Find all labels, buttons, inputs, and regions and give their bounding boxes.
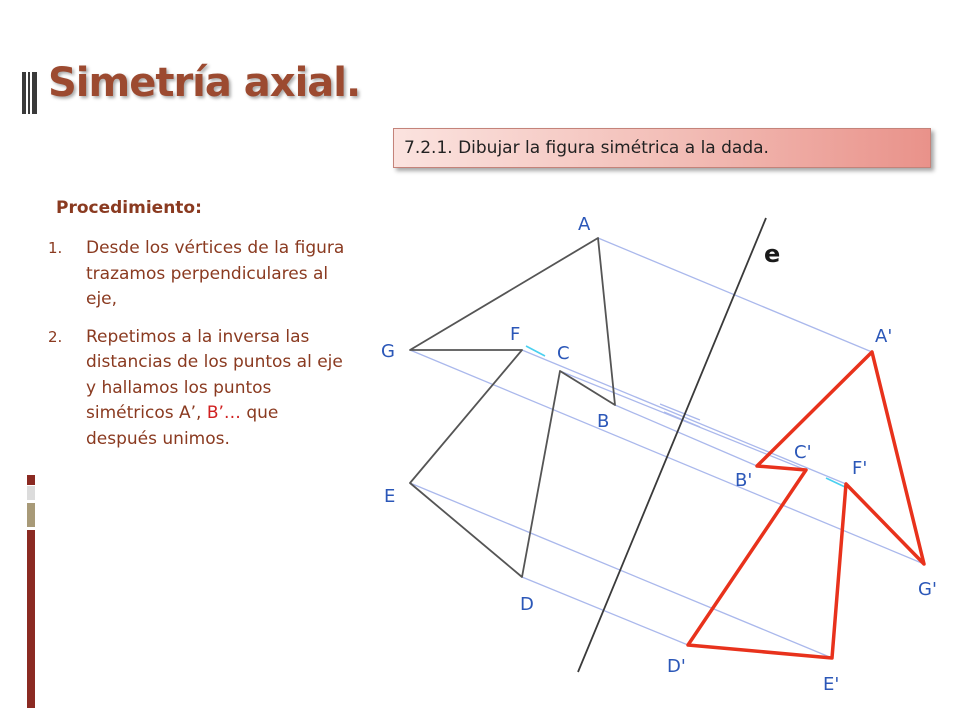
label-c: C <box>557 343 570 364</box>
label-d: D <box>520 594 534 615</box>
label-g-prime: G' <box>918 579 937 600</box>
step-text-highlight: B’… <box>206 403 241 423</box>
label-a-prime: A' <box>875 326 893 347</box>
axis-label: e <box>764 240 781 268</box>
step-text-part: Repetimos a la inversa las distancias de los puntos al eje y hallamos los puntos simétricos A’, <box>86 326 343 423</box>
step-number: 1. <box>48 239 63 257</box>
label-f: F <box>510 324 521 345</box>
label-d-prime: D' <box>667 656 686 677</box>
label-b-prime: B' <box>735 470 753 491</box>
task-box: 7.2.1. Dibujar la figura simétrica a la dada. <box>393 128 931 168</box>
label-f-prime: F' <box>852 458 868 479</box>
label-e-prime: E' <box>823 674 840 695</box>
label-e: E <box>384 486 396 507</box>
label-b: B <box>597 411 610 432</box>
step-number: 2. <box>48 327 63 346</box>
label-a: A <box>578 214 591 235</box>
step-text-part: que después unimos. <box>86 403 279 449</box>
label-c-prime: C' <box>794 442 812 463</box>
symmetric-figure <box>688 352 924 658</box>
construction-lines <box>410 238 924 658</box>
label-g: G <box>381 341 395 362</box>
slide-title: Simetría axial. <box>48 60 361 106</box>
construction-line-d <box>522 577 688 645</box>
symmetry-axis <box>578 218 766 672</box>
procedure-heading: Procedimiento: <box>56 198 202 218</box>
step-text: Desde los vértices de la figura trazamos perpendiculares al eje, <box>86 238 345 309</box>
